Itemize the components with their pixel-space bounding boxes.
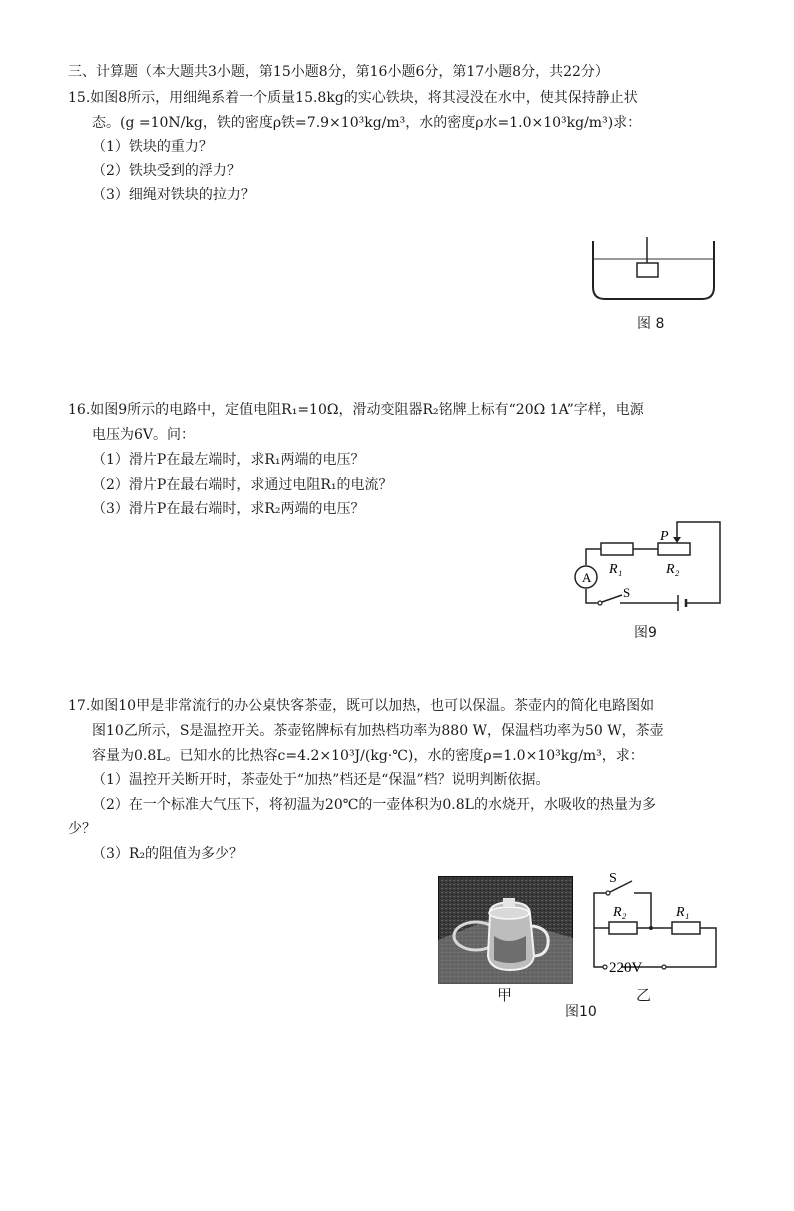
q16-sub2: （2）滑片P在最右端时，求通过电阻R₁的电流？ <box>92 477 393 493</box>
switch-label: S <box>609 871 617 886</box>
circuit-label-yi: 乙 <box>636 986 652 1004</box>
q16-sub1: （1）滑片P在最左端时，求R₁两端的电压？ <box>92 452 365 468</box>
r1-label: R₁ <box>676 905 690 920</box>
q17-sub1: （1）温控开关断开时，茶壶处于“加热”档还是“保温”档？说明判断依据。 <box>92 772 550 788</box>
q16-line2: 电压为6V。问： <box>92 427 196 443</box>
ammeter-label: A <box>582 570 592 585</box>
figure-8-caption: 图 8 <box>637 316 665 332</box>
figure-10-caption: 图10 <box>565 1004 597 1020</box>
q17-line3: 容量为0.8L。已知水的比热容c=4.2×10³J/(kg·℃)，水的密度ρ=1.0×10³kg/m³，求： <box>92 748 644 764</box>
q17-sub2b: 少？ <box>68 821 96 837</box>
r2-label: R₂ <box>666 562 680 577</box>
teapot-photo <box>438 876 573 984</box>
figure-10-circuit-diagram <box>576 865 726 977</box>
q16-line1: 16.如图9所示的电路中，定值电阻R₁=10Ω，滑动变阻器R₂铭牌上标有“20Ω 1A”字样，电源 <box>68 402 644 418</box>
voltage-label: 220V <box>609 960 643 976</box>
section-title: 三、计算题（本大题共3小题，第15小题8分，第16小题6分，第17小题8分，共22分） <box>68 64 609 80</box>
q15-line1: 15.如图8所示，用细绳系着一个质量15.8kg的实心铁块，将其浸没在水中，使其保持静止状 <box>68 90 638 106</box>
q17-sub2a: （2）在一个标准大气压下，将初温为20℃的一壶体积为0.8L的水烧开，水吸收的热量为多 <box>92 797 656 813</box>
q16-sub3: （3）滑片P在最右端时，求R₂两端的电压？ <box>92 501 365 517</box>
q15-line2: 态。(g =10N/kg，铁的密度ρ铁=7.9×10³kg/m³，水的密度ρ水=1.0×10³kg/m³)求： <box>92 115 642 131</box>
q17-line1: 17.如图10甲是非常流行的办公桌快客茶壶，既可以加热，也可以保温。茶壶内的简化电路图如 <box>68 698 655 714</box>
q15-sub3: （3）细绳对铁块的拉力？ <box>92 187 255 203</box>
figure-8-container-diagram <box>585 235 720 305</box>
r2-label: R₂ <box>613 905 627 920</box>
q15-sub1: （1）铁块的重力？ <box>92 139 213 155</box>
switch-label: S <box>623 585 631 600</box>
q15-sub2: （2）铁块受到的浮力？ <box>92 163 241 179</box>
r1-label: R₁ <box>609 562 623 577</box>
figure-9-circuit-diagram <box>565 515 725 615</box>
q17-sub3: （3）R₂的阻值为多少？ <box>92 846 244 862</box>
q17-line2: 图10乙所示，S是温控开关。茶壶铭牌标有加热档功率为880 W，保温档功率为50 W，茶壶 <box>92 723 664 739</box>
slider-label: P <box>660 529 669 544</box>
figure-9-caption: 图9 <box>634 625 657 641</box>
photo-label-jia: 甲 <box>497 986 513 1004</box>
